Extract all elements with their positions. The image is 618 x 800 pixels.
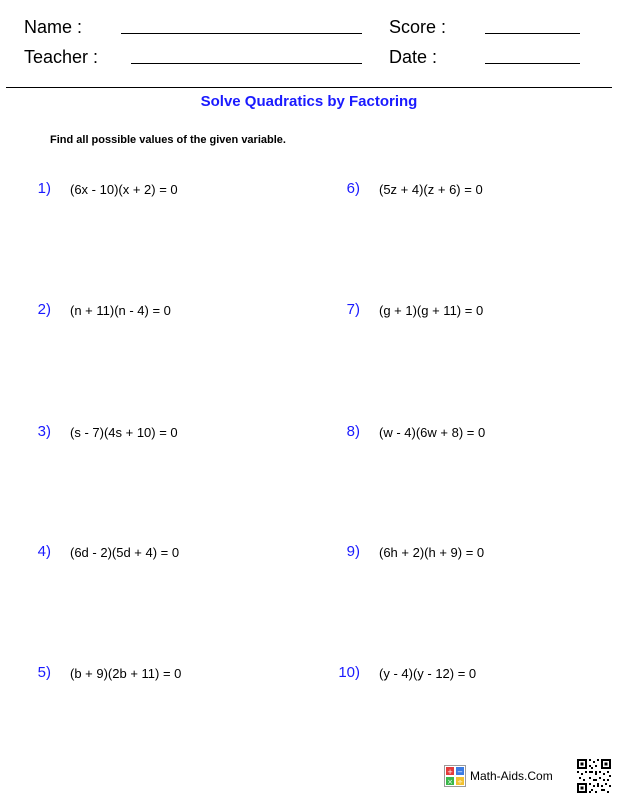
name-label: Name : bbox=[24, 17, 83, 37]
problem-number: 10) bbox=[338, 664, 360, 681]
name-blank[interactable] bbox=[121, 33, 362, 34]
svg-text:÷: ÷ bbox=[457, 778, 463, 786]
problem-equation: (s - 7)(4s + 10) = 0 bbox=[70, 425, 178, 440]
problem-equation: (6d - 2)(5d + 4) = 0 bbox=[70, 545, 180, 560]
problem-number: 2) bbox=[37, 301, 51, 318]
problem-number: 6) bbox=[346, 180, 360, 197]
problem-number: 9) bbox=[346, 543, 360, 560]
problem-equation: (5z + 4)(z + 6) = 0 bbox=[379, 182, 483, 197]
date-blank[interactable] bbox=[485, 63, 580, 64]
problem-number: 4) bbox=[37, 543, 51, 560]
instructions: Find all possible values of the given variable. bbox=[50, 134, 286, 146]
svg-text:×: × bbox=[447, 778, 453, 786]
qr-code-icon bbox=[576, 758, 612, 794]
problem-number: 7) bbox=[346, 301, 360, 318]
problem-equation: (6h + 2)(h + 9) = 0 bbox=[379, 545, 485, 560]
svg-text:−: − bbox=[457, 768, 463, 776]
date-label: Date : bbox=[389, 47, 438, 67]
site-name[interactable]: Math-Aids.Com bbox=[470, 769, 553, 783]
teacher-blank[interactable] bbox=[131, 63, 362, 64]
problem-equation: (y - 4)(y - 12) = 0 bbox=[379, 666, 477, 681]
problem-equation: (w - 4)(6w + 8) = 0 bbox=[379, 425, 486, 440]
problem-equation: (n + 11)(n - 4) = 0 bbox=[70, 303, 171, 318]
problem-equation: (g + 1)(g + 11) = 0 bbox=[379, 303, 484, 318]
problem-equation: (b + 9)(2b + 11) = 0 bbox=[70, 666, 182, 681]
svg-text:+: + bbox=[447, 768, 453, 776]
math-aids-logo-icon bbox=[444, 765, 466, 787]
problem-number: 1) bbox=[37, 180, 51, 197]
score-blank[interactable] bbox=[485, 33, 580, 34]
teacher-label: Teacher : bbox=[24, 47, 99, 67]
worksheet-title: Solve Quadratics by Factoring bbox=[200, 93, 418, 110]
problem-number: 5) bbox=[37, 664, 51, 681]
problem-number: 8) bbox=[346, 423, 360, 440]
problem-number: 3) bbox=[37, 423, 51, 440]
header-divider bbox=[6, 87, 612, 88]
score-label: Score : bbox=[389, 17, 447, 37]
problem-equation: (6x - 10)(x + 2) = 0 bbox=[70, 182, 178, 197]
